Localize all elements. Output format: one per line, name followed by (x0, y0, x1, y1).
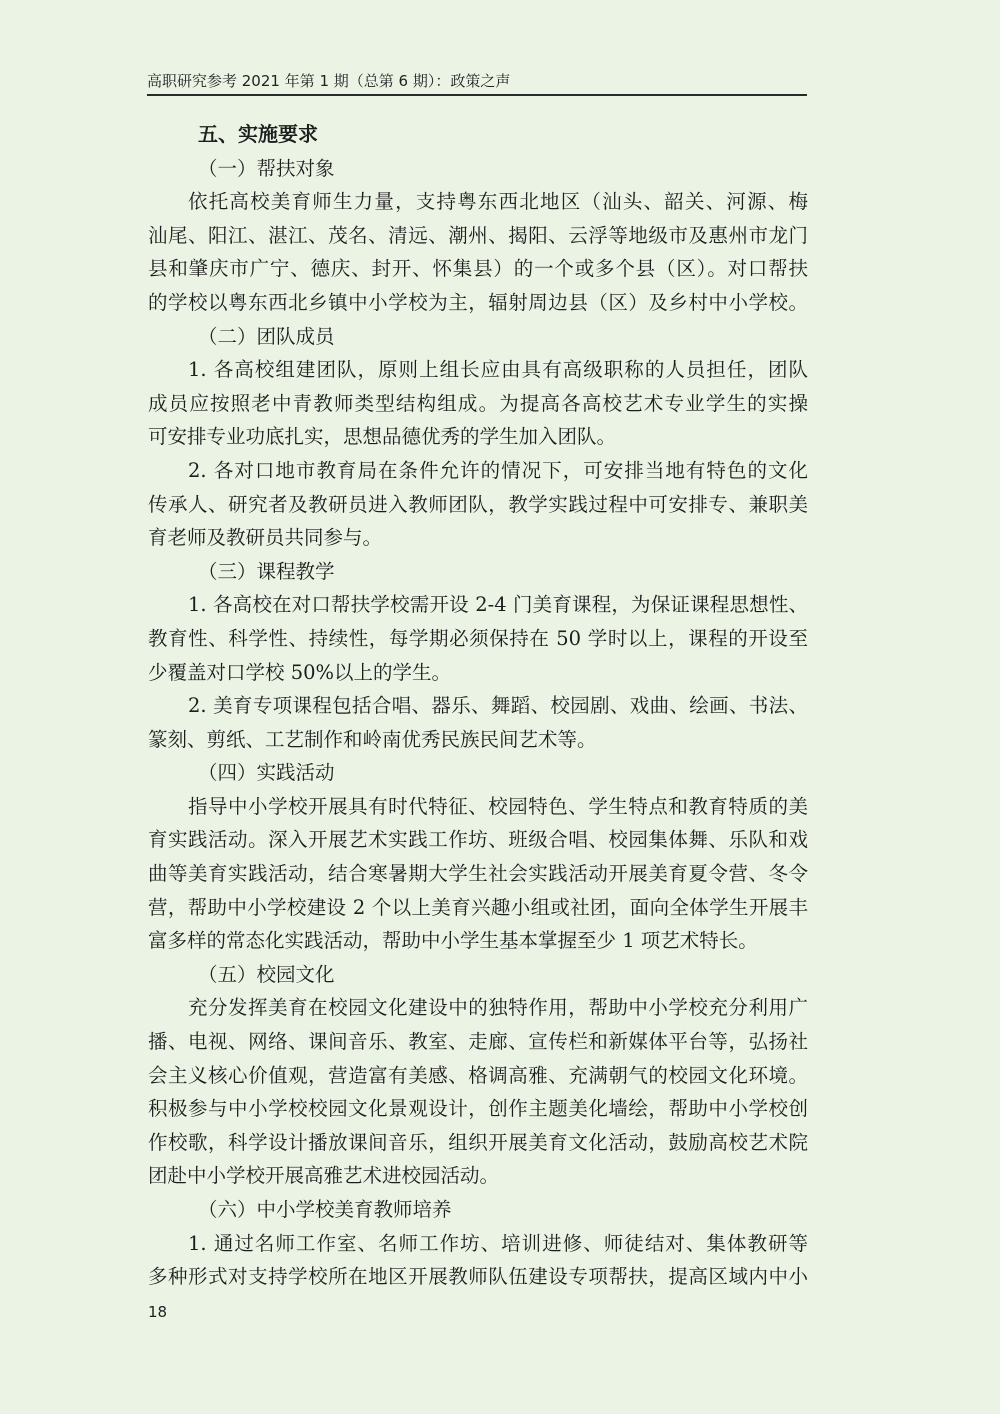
body-text-line: 团赴中小学校开展高雅艺术进校园活动。 (148, 1164, 500, 1188)
body-text-line: 县和肇庆市广宁、德庆、封开、怀集县）的一个或多个县（区）。对口帮扶 (148, 257, 808, 281)
body-text-line: 2. 各对口地市教育局在条件允许的情况下，可安排当地有特色的文化 (188, 458, 808, 482)
body-text-line: 篆刻、剪纸、工艺制作和岭南优秀民族民间艺术等。 (148, 727, 597, 751)
body-text-line: 作校歌，科学设计播放课间音乐，组织开展美育文化活动，鼓励高校艺术院 (148, 1130, 808, 1154)
body-text-line: 积极参与中小学校校园文化景观设计，创作主题美化墙绘，帮助中小学校创 (148, 1097, 808, 1121)
document-body (148, 118, 808, 1294)
body-text-line: 育实践活动。深入开展艺术实践工作坊、班级合唱、校园集体舞、乐队和戏 (148, 828, 808, 852)
body-text-line: 少覆盖对口学校 50%以上的学生。 (148, 660, 452, 684)
body-text-line: 传承人、研究者及教研员进入教师团队，教学实践过程中可安排专、兼职美 (148, 492, 808, 516)
body-text-line: 成员应按照老中青教师类型结构组成。为提高各高校艺术专业学生的实操 (148, 391, 808, 415)
body-text-line: 的学校以粤东西北乡镇中小学校为主，辐射周边县（区）及乡村中小学校。 (148, 290, 808, 314)
body-text-line: 教育性、科学性、持续性，每学期必须保持在 50 学时以上，课程的开设至 (148, 626, 808, 650)
subsection-heading: （三）课程教学 (198, 559, 335, 583)
body-text-line: 营，帮助中小学校建设 2 个以上美育兴趣小组或社团，面向全体学生开展丰 (148, 895, 808, 919)
page-header (147, 64, 807, 96)
page-number: 18 (148, 1303, 168, 1321)
body-text-line: 2. 美育专项课程包括合唱、器乐、舞蹈、校园剧、戏曲、绘画、书法、 (188, 694, 808, 718)
body-text-line: 1. 各高校组建团队，原则上组长应由具有高级职称的人员担任，团队 (188, 358, 808, 382)
header-title: 高职研究参考 2021 年第 1 期（总第 6 期）：政策之声 (147, 72, 511, 90)
body-text-line: 会主义核心价值观，营造富有美感、格调高雅、充满朝气的校园文化环境。 (148, 1063, 808, 1087)
body-text-line: 依托高校美育师生力量，支持粤东西北地区（汕头、韶关、河源、梅 (188, 190, 808, 214)
subsection-heading: （二）团队成员 (198, 324, 335, 348)
body-text-line: 汕尾、阳江、湛江、茂名、清远、潮州、揭阳、云浮等地级市及惠州市龙门 (148, 223, 808, 247)
body-text-line: 指导中小学校开展具有时代特征、校园特色、学生特点和教育特质的美 (188, 794, 808, 818)
body-text-line: 多种形式对支持学校所在地区开展教师队伍建设专项帮扶，提高区域内中小 (148, 1265, 808, 1289)
subsection-heading: （四）实践活动 (198, 761, 335, 785)
body-text-line: 育老师及教研员共同参与。 (148, 526, 383, 550)
subsection-heading: （一）帮扶对象 (198, 156, 335, 180)
body-text-line: 1. 通过名师工作室、名师工作坊、培训进修、师徒结对、集体教研等 (188, 1231, 808, 1255)
body-text-line: 播、电视、网络、课间音乐、教室、走廊、宣传栏和新媒体平台等，弘扬社 (148, 1030, 808, 1054)
body-text-line: 曲等美育实践活动，结合寒暑期大学生社会实践活动开展美育夏令营、冬令 (148, 862, 808, 886)
body-text-line: 富多样的常态化实践活动，帮助中小学生基本掌握至少 1 项艺术特长。 (148, 929, 758, 953)
body-text-line: 1. 各高校在对口帮扶学校需开设 2-4 门美育课程，为保证课程思想性、 (188, 593, 808, 617)
subsection-heading: （五）校园文化 (198, 962, 335, 986)
section-heading: 五、实施要求 (198, 122, 318, 146)
body-text-line: 充分发挥美育在校园文化建设中的独特作用，帮助中小学校充分利用广 (188, 996, 808, 1020)
body-text-line: 可安排专业功底扎实，思想品德优秀的学生加入团队。 (148, 425, 617, 449)
subsection-heading: （六）中小学校美育教师培养 (198, 1198, 452, 1221)
